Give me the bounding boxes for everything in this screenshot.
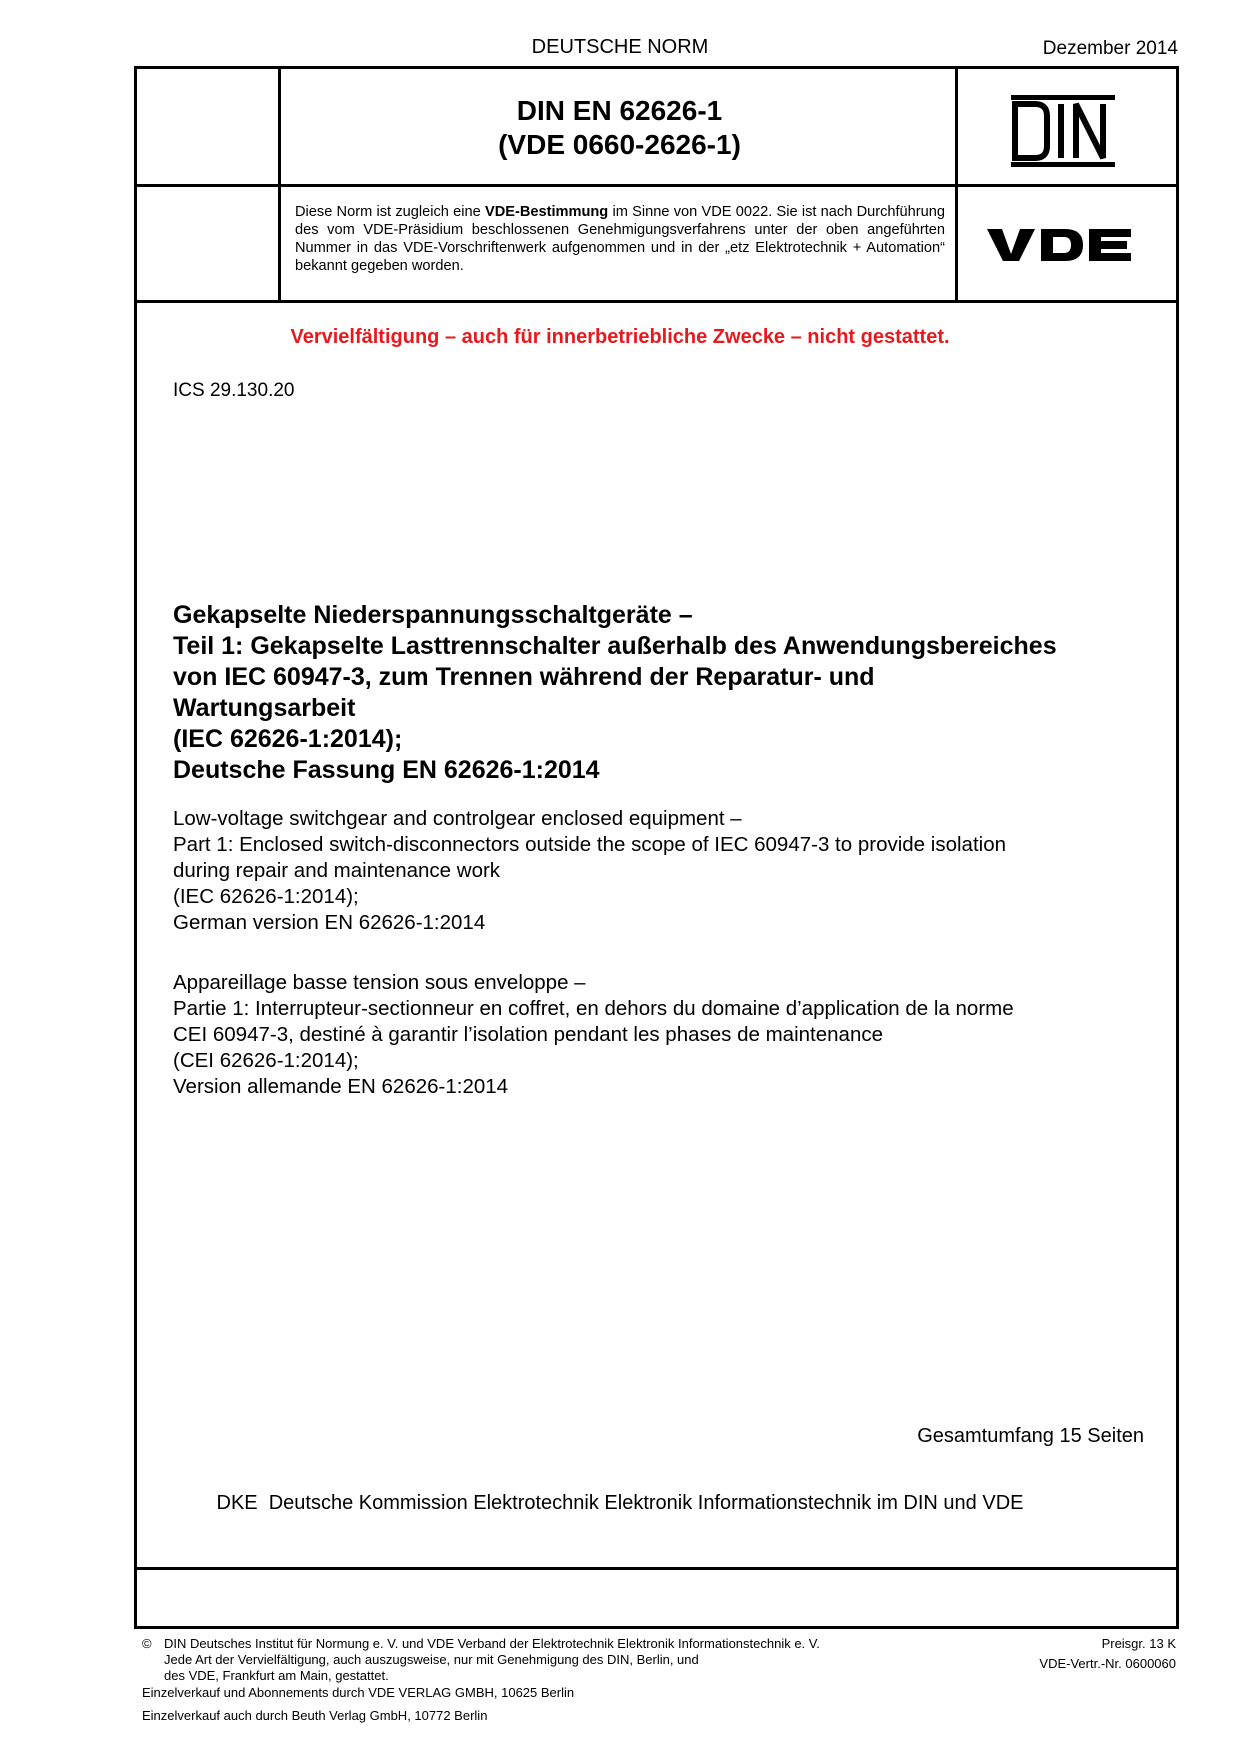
vde-number: (VDE 0660-2626-1): [498, 129, 741, 160]
frame-divider-header-bottom: [134, 300, 1179, 303]
title-de-line: Gekapselte Niederspannungsschaltgeräte –: [173, 601, 693, 629]
sales-beuth-verlag: Einzelverkauf auch durch Beuth Verlag GmbH, 10772 Berlin: [142, 1708, 488, 1723]
vde-intro-text: [295, 203, 945, 275]
title-de-line: von IEC 60947-3, zum Trennen während der Reparatur- und: [173, 663, 875, 691]
title-english: [173, 806, 1153, 936]
copyright-line: DIN Deutsches Institut für Normung e. V. und VDE Verband der Elektrotechnik Elektronik Informationstechnik e. V.: [164, 1636, 820, 1651]
ics-code: ICS 29.130.20: [173, 380, 295, 401]
copyright-symbol: ©: [142, 1636, 152, 1651]
title-en-line: German version EN 62626-1:2014: [173, 911, 486, 934]
title-en-line: Low-voltage switchgear and controlgear enclosed equipment –: [173, 807, 742, 830]
title-fr-line: (CEI 62626-1:2014);: [173, 1049, 359, 1072]
title-de-line: Teil 1: Gekapselte Lasttrennschalter außerhalb des Anwendungsbereiches: [173, 632, 1057, 660]
title-en-line: Part 1: Enclosed switch-disconnectors outside the scope of IEC 60947-3 to provide isolation: [173, 833, 1006, 856]
title-french: [173, 970, 1163, 1100]
copyright-line: Jede Art der Vervielfältigung, auch auszugsweise, nur mit Genehmigung des DIN, Berlin, und: [164, 1652, 699, 1667]
document-type: DEUTSCHE NORM: [531, 36, 709, 58]
copyright-notice: [164, 1636, 934, 1684]
frame-divider-top: [134, 184, 1179, 187]
vde-logo: [985, 226, 1135, 264]
title-de-line: (IEC 62626-1:2014);: [173, 725, 403, 753]
title-german: [173, 600, 1153, 786]
title-de-line: Wartungsarbeit: [173, 694, 356, 722]
sales-vde-verlag: Einzelverkauf und Abonnements durch VDE VERLAG GMBH, 10625 Berlin: [142, 1685, 575, 1700]
intro-text-part2: im Sinne von VDE 0022. Sie ist nach Durchführung des vom VDE-Präsidium beschlossenen Genehmigungsverfahrens unter der oben angeführten Nummer in das VDE-Vorschriftenwerk aufgenommen und in der „etz Elektrotechnik + Automation“ bekannt gegeben worden.: [295, 204, 945, 274]
copy-prohibited-warning: Vervielfältigung – auch für innerbetriebliche Zwecke – nicht gestattet.: [290, 326, 950, 348]
publication-date: Dezember 2014: [1042, 38, 1178, 59]
title-fr-line: Partie 1: Interrupteur-sectionneur en coffret, en dehors du domaine d’application de la norme: [173, 997, 1014, 1020]
intro-text-part1: Diese Norm ist zugleich eine: [295, 204, 485, 220]
total-pages: Gesamtumfang 15 Seiten: [917, 1425, 1144, 1447]
din-logo: [1011, 95, 1115, 167]
vde-logo-icon: [985, 226, 1135, 264]
dke-committee: DKE Deutsche Kommission Elektrotechnik Elektronik Informationstechnik im DIN und VDE: [216, 1492, 1024, 1514]
title-en-line: (IEC 62626-1:2014);: [173, 885, 359, 908]
standard-title: [284, 94, 955, 162]
intro-text-bold: VDE-Bestimmung: [484, 204, 609, 220]
title-fr-line: Appareillage basse tension sous enveloppe –: [173, 971, 586, 994]
frame-divider-bottom: [134, 1567, 1179, 1570]
standard-number: DIN EN 62626-1: [516, 95, 723, 126]
title-fr-line: CEI 60947-3, destiné à garantir l’isolation pendant les phases de maintenance: [173, 1023, 883, 1046]
title-en-line: during repair and maintenance work: [173, 859, 501, 882]
title-de-line: Deutsche Fassung EN 62626-1:2014: [173, 756, 600, 784]
price-group: Preisgr. 13 K: [1101, 1636, 1176, 1651]
title-fr-line: Version allemande EN 62626-1:2014: [173, 1075, 509, 1098]
vde-distribution-number: VDE-Vertr.-Nr. 0600060: [1039, 1656, 1176, 1671]
copyright-line: des VDE, Frankfurt am Main, gestattet.: [164, 1668, 389, 1683]
din-logo-icon: [1011, 100, 1115, 162]
